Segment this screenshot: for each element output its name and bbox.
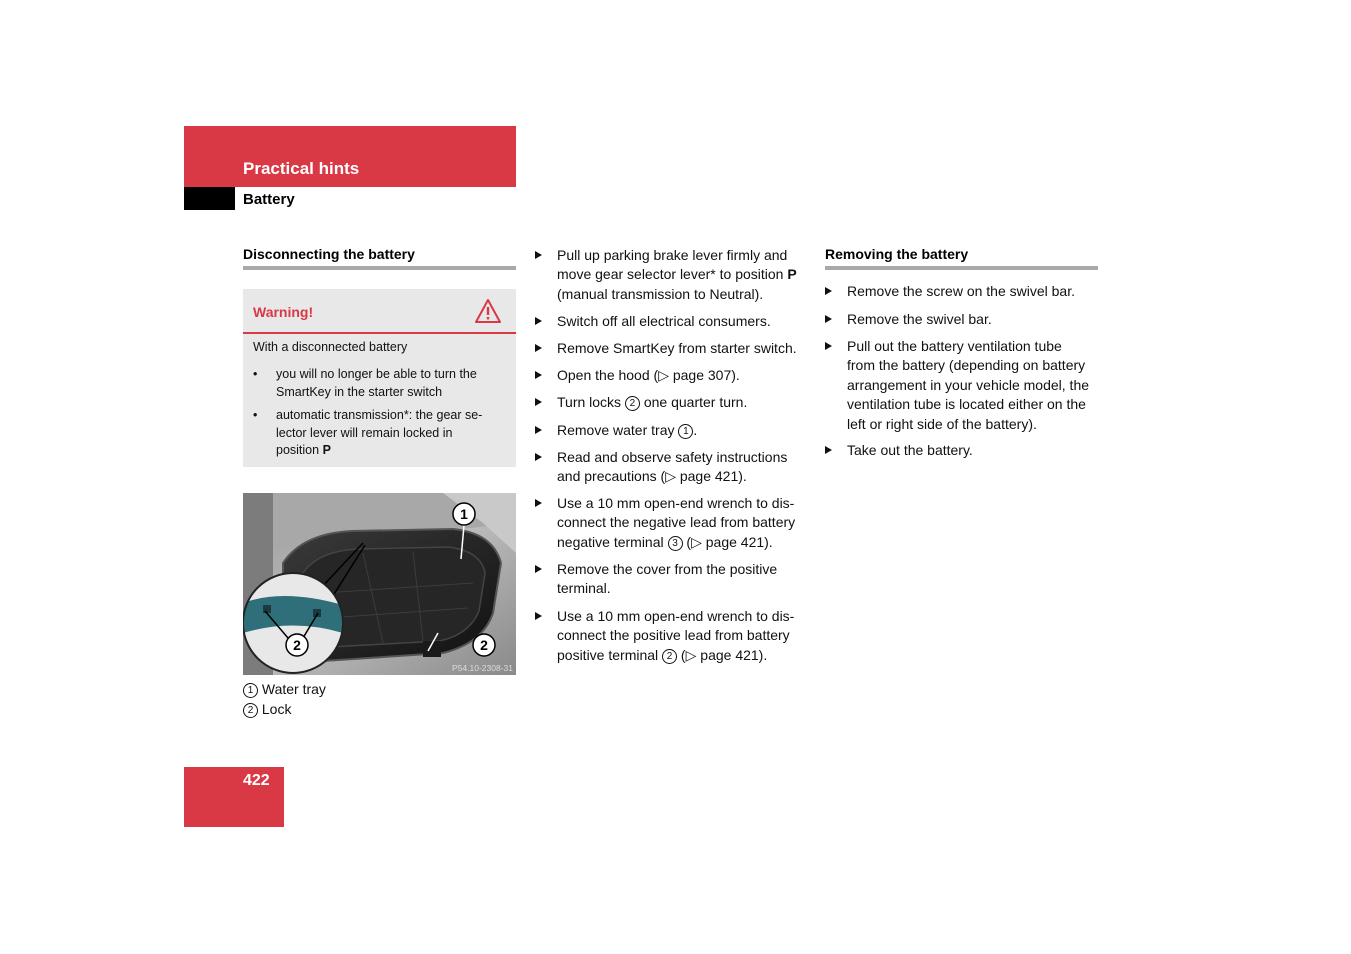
svg-text:1: 1: [460, 506, 468, 522]
step-item: [535, 366, 810, 385]
step-arrow-icon: [535, 398, 542, 406]
page-ref-icon: ▷: [665, 468, 676, 485]
step-text: move gear selector lever* to position: [557, 266, 788, 283]
warning-item-line: position: [276, 443, 323, 457]
step-text: Read and observe safety instructions: [557, 449, 788, 465]
warning-item: [253, 366, 503, 401]
step-item: [825, 441, 1105, 460]
caption-text: Water tray: [261, 681, 326, 697]
callout-2: [286, 634, 308, 656]
warning-title: Warning!: [253, 304, 314, 320]
step-text: (manual transmission to Neutral).: [557, 285, 764, 302]
step-text: Switch off all electrical consumers.: [557, 313, 771, 329]
bold-position: P: [322, 443, 331, 457]
step-text: Remove the screw on the swivel bar.: [847, 283, 1075, 299]
callout-1: [453, 503, 475, 525]
step-text: Remove the cover from the positive: [557, 561, 778, 577]
section-title: Practical hints: [243, 159, 360, 178]
warning-rule: [243, 332, 516, 334]
step-text: Pull out the battery ventilation tube: [847, 338, 1062, 354]
step-arrow-icon: [535, 499, 542, 507]
step-item: [535, 448, 810, 487]
step-text: Take out the battery.: [847, 442, 973, 458]
step-text: positive terminal: [557, 646, 663, 663]
step-arrow-icon: [535, 565, 542, 573]
warning-item-line: you will no longer be able to turn the: [276, 367, 477, 381]
step-text: page 421).: [701, 533, 773, 550]
step-item: [535, 560, 810, 599]
step-text: Pull up parking brake lever firmly and: [557, 247, 788, 263]
step-arrow-icon: [825, 446, 832, 454]
step-arrow-icon: [825, 287, 832, 295]
caption-text: Lock: [261, 701, 292, 717]
step-text: from the battery (depending on battery: [847, 357, 1086, 374]
photo-code: P54.10-2308-31: [452, 663, 513, 673]
step-text: Remove the swivel bar.: [847, 311, 992, 327]
warning-item-line: SmartKey in the starter switch: [276, 384, 443, 399]
disconnect-heading: Disconnecting the battery: [243, 246, 415, 262]
step-text: negative terminal: [557, 533, 668, 550]
step-item: [535, 312, 810, 331]
warning-item-line: automatic transmission*: the gear se-: [276, 408, 483, 422]
step-text: and precautions (: [557, 468, 666, 485]
step-text: Turn locks: [557, 394, 625, 410]
step-arrow-icon: [535, 344, 542, 352]
step-arrow-icon: [535, 371, 542, 379]
step-text: Remove SmartKey from starter switch.: [557, 340, 797, 356]
step-item: [825, 337, 1105, 434]
step-item: [825, 310, 1105, 329]
warning-box: [243, 289, 516, 467]
step-item: [535, 421, 810, 440]
step-text: ventilation tube is located either on the: [847, 396, 1086, 413]
heading-rule: [243, 266, 516, 270]
callout-number: 2: [625, 396, 640, 411]
removing-heading: Removing the battery: [825, 246, 969, 262]
callout-number: 1: [678, 424, 693, 439]
step-text: one quarter turn.: [639, 394, 748, 410]
page-ref-icon: ▷: [685, 646, 697, 663]
warning-triangle-icon: [474, 298, 502, 324]
warning-intro: With a disconnected battery: [253, 340, 408, 354]
step-text: connect the positive lead from battery: [557, 627, 790, 644]
caption-number: 2: [243, 703, 258, 718]
page-ref-icon: ▷: [691, 533, 702, 550]
step-text: .: [693, 422, 698, 438]
step-arrow-icon: [825, 342, 832, 350]
step-text: (: [677, 646, 686, 663]
step-arrow-icon: [535, 251, 542, 259]
step-text: arrangement in your vehicle model, the: [847, 376, 1090, 393]
step-item: [535, 607, 810, 665]
step-text: Use a 10 mm open-end wrench to dis-: [557, 495, 795, 511]
svg-text:2: 2: [480, 637, 488, 653]
page-ref-icon: ▷: [658, 367, 669, 383]
bullet-icon: •: [253, 408, 258, 422]
subsection-title: Battery: [243, 191, 295, 208]
step-text: (: [682, 533, 692, 550]
battery-tray-photo: [243, 493, 516, 675]
step-text: page 421).: [675, 468, 747, 485]
step-text: page 307).: [668, 367, 740, 383]
callout-number: 3: [668, 536, 683, 551]
step-text: terminal.: [557, 580, 611, 597]
step-item: [535, 494, 810, 552]
step-text: left or right side of the battery).: [847, 415, 1037, 432]
heading-rule: [825, 266, 1098, 270]
step-text: Open the hood (: [557, 367, 659, 383]
caption-item: [243, 701, 291, 718]
warning-item: [253, 407, 503, 460]
bold-position: P: [787, 266, 797, 283]
step-item: [535, 339, 810, 358]
step-text: connect the negative lead from battery: [557, 514, 796, 531]
step-text: Use a 10 mm open-end wrench to dis-: [557, 608, 795, 624]
step-arrow-icon: [535, 317, 542, 325]
caption-item: [243, 681, 326, 698]
callout-2: [473, 634, 495, 656]
svg-text:2: 2: [293, 637, 301, 653]
bullet-icon: •: [253, 367, 258, 381]
step-text: page 421).: [696, 646, 768, 663]
page-number: 422: [243, 772, 270, 789]
step-text: Remove water tray: [557, 422, 679, 438]
caption-number: 1: [243, 683, 258, 698]
step-arrow-icon: [535, 453, 542, 461]
callout-number: 2: [662, 649, 677, 664]
step-arrow-icon: [825, 315, 832, 323]
step-arrow-icon: [535, 612, 542, 620]
step-arrow-icon: [535, 426, 542, 434]
step-item: [535, 246, 810, 304]
step-item: [535, 393, 810, 412]
section-marker: [184, 187, 235, 210]
step-item: [825, 282, 1105, 301]
warning-item-line: lector lever will remain locked in: [276, 425, 453, 440]
